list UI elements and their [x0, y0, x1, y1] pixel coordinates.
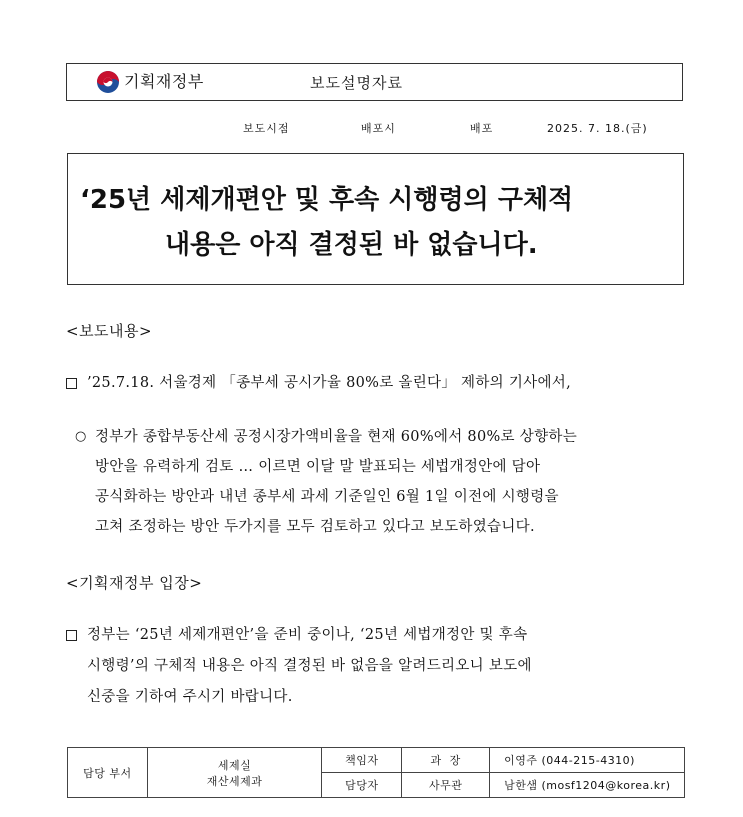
contact-table [67, 747, 685, 798]
title-staff: 사무관 [402, 773, 490, 798]
title-box [67, 153, 684, 285]
position-line: 정부는 ‘25년 세제개편안’을 준비 중이나, ‘25년 세법개정안 및 후속 [87, 627, 528, 643]
report-sub-line: 고쳐 조정하는 방안 두가지를 모두 검토하고 있다고 보도하였습니다. [95, 519, 535, 535]
distribute-label: 배포 [470, 122, 494, 135]
report-sub-line: 방안을 유력하게 검토 … 이르면 이달 말 발표되는 세법개정안에 담아 [95, 459, 541, 475]
report-heading: <보도내용> [66, 322, 153, 340]
release-time-label: 보도시점 [243, 122, 290, 135]
person-staff: 남한샘 (mosf1204@korea.kr) [490, 773, 685, 798]
org-name: 기획재정부 [124, 72, 204, 91]
contact-row [68, 748, 685, 773]
report-sub-line: 공식화하는 방안과 내년 종부세 과세 기준일인 6월 1일 이전에 시행령을 [95, 489, 559, 505]
title-line-2: 내용은 아직 결정된 바 없습니다. [165, 230, 538, 260]
checkbox-bullet-icon [66, 630, 77, 641]
report-item-1: ’25.7.18. 서울경제 「종부세 공시가율 80%로 올린다」 제하의 기사에서, [87, 375, 572, 391]
position-line: 신중을 기하여 주시기 바랍니다. [87, 689, 293, 705]
title-manager: 과 장 [402, 748, 490, 773]
dept-line-1: 세제실 [217, 758, 252, 772]
checkbox-bullet-icon [66, 378, 77, 389]
position-line: 시행령’의 구체적 내용은 아직 결정된 바 없음을 알려드리오니 보도에 [87, 658, 532, 674]
government-logo-icon [96, 70, 120, 94]
person-manager: 이영주 (044-215-4310) [490, 748, 685, 773]
doc-type: 보도설명자료 [310, 74, 403, 92]
dept-name [147, 748, 322, 798]
role-manager: 책임자 [322, 748, 402, 773]
role-staff: 담당자 [322, 773, 402, 798]
dept-line-2: 재산세제과 [206, 774, 263, 788]
release-date: 2025. 7. 18.(금) [547, 122, 648, 135]
dept-label: 담당 부서 [68, 748, 148, 798]
circle-bullet-icon: ○ [75, 429, 87, 444]
report-sub-line: 정부가 종합부동산세 공정시장가액비율을 현재 60%에서 80%로 상향하는 [95, 429, 577, 445]
title-line-1: ‘25년 세제개편안 및 후속 시행령의 구체적 [80, 185, 574, 215]
position-heading: <기획재정부 입장> [66, 574, 203, 592]
distribute-at-label: 배포시 [361, 122, 396, 135]
